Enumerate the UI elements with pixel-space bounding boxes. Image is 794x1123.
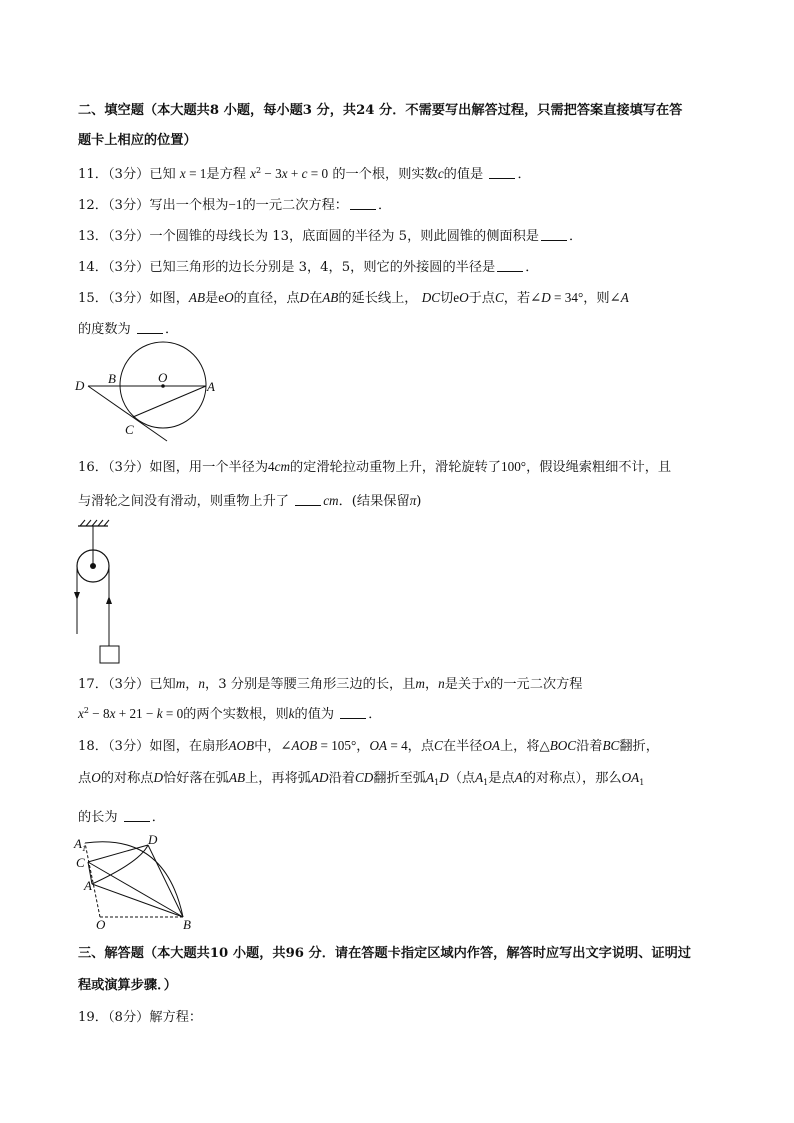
question-18: 18．（3分）如图，在扇形AOB中，∠AOB = 105°，OA = 4，点C在半径OA上，将△BOC沿着BC翻折， [78,738,659,754]
question-15-line2: 的度数为 ． [78,322,179,337]
label-d: D [148,832,158,847]
pulley-figure [66,518,136,668]
section2-heading-line2: 题卡上相应的位置） [78,133,197,148]
label-a1: $A_1$ [74,836,86,853]
answer-blank [340,706,366,719]
section3-heading-line1: 三、解答题（本大题共10 小题，共96 分．请在答题卡指定区域内作答，解答时应写出文字说明、证明过 [78,946,691,961]
question-16-line2: 与滑轮之间没有滑动，则重物上升了 cm．(结果保留π) [78,493,422,509]
sector-fold-figure [70,832,200,932]
answer-blank [497,259,523,272]
label-b: B [183,917,191,932]
label-c: C [125,422,134,437]
question-19: 19．（8分）解方程： [78,1010,203,1025]
answer-blank [541,228,567,241]
question-15: 15．（3分）如图，AB是eO的直径，点D在AB的延长线上， DC切eO于点C，若∠D = 34°，则∠A [78,290,629,306]
answer-blank [295,493,321,506]
section3-heading-line2: 程或演算步骤．） [78,978,177,993]
arrow-up [106,596,112,604]
arc-ab [85,842,183,917]
label-b: B [108,371,116,386]
answer-blank [350,197,376,210]
label-o: O [158,370,168,385]
question-18-line2: 点O的对称点D恰好落在弧AB上，再将弧AD沿着CD翻折至弧$A_1D$（点$A_1$是点A的对称点），那么$OA_1$ [78,770,645,787]
weight-box [100,646,119,663]
answer-blank [124,809,150,822]
question-12: 12．（3分）写出一个根为−1的一元二次方程： ． [78,197,392,213]
question-13: 13．（3分）一个圆锥的母线长为 13，底面圆的半径为 5，则此圆锥的侧面积是 ． [78,229,583,244]
arrow-down [74,592,80,600]
question-18-line3: 的长为 ． [78,810,165,825]
label-a: A [207,379,215,394]
label-a: A [84,878,92,893]
question-14: 14．（3分）已知三角形的边长分别是 3，4，5，则它的外接圆的半径是 ． [78,260,539,275]
section2-heading-line1: 二、填空题（本大题共8 小题，每小题3 分，共24 分．不需要写出解答过程，只需把答案直接填写在答 [78,103,683,118]
answer-blank [489,166,515,179]
question-17: 17．（3分）已知m，n，3 分别是等腰三角形三边的长，且m，n是关于x的一元二次方程 [78,676,583,692]
label-o: O [96,917,106,932]
question-16: 16．（3分）如图，用一个半径为4cm的定滑轮拉动重物上升，滑轮旋转了100°，假设绳索粗细不计，且 [78,459,672,475]
label-c: C [76,855,85,870]
segment-cd [88,845,148,862]
arc-a1d [92,845,148,884]
answer-blank [137,321,163,334]
chord-ca [133,386,206,417]
question-17-line2: $x^2 - 8x + 21 - k = 0$的两个实数根，则k的值为 ． [78,706,382,722]
label-d: D [75,378,85,393]
segment-cb [88,862,183,917]
circle-tangent-figure [70,340,230,445]
pulley-axle [90,563,96,569]
question-11: 11．（3分）已知 x = 1是方程 $x^2 - 3x + c = 0$ 的一个根，则实数c的值是 ． [78,166,531,182]
